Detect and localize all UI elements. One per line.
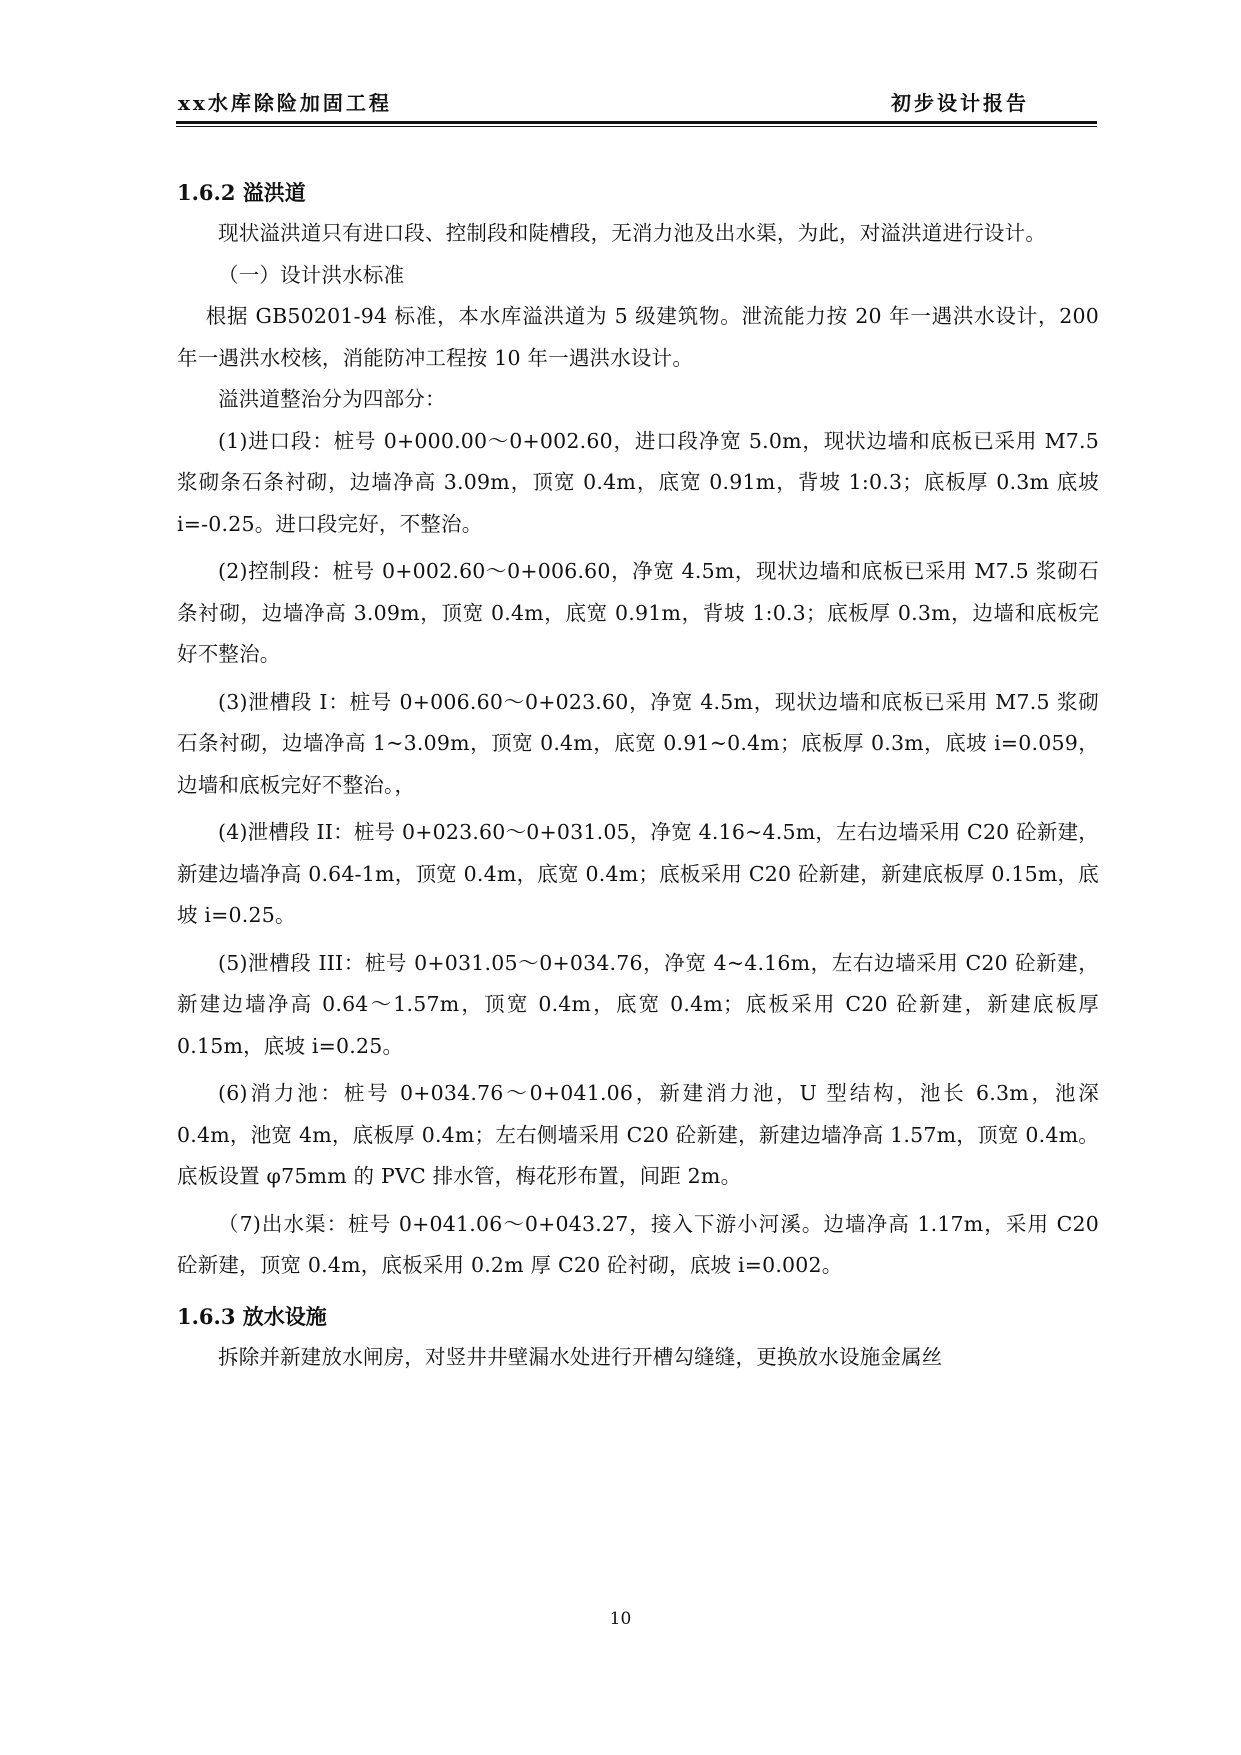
paragraph-outlet-facility: 拆除并新建放水闸房，对竖井井壁漏水处进行开槽勾缝缝，更换放水设施金属丝 xyxy=(218,1344,943,1369)
paragraph-item-3: (3)泄槽段 I：桩号 0+006.60～0+023.60，净宽 4.5m，现状边墙和底板已采用 M7.5 浆砌石条衬砌，边墙净高 1~3.09m，顶宽 0.4m，底宽 0.91~0.4m；底板厚 0.3m，底坡 i=0.059，边墙和底板完好不整治。， xyxy=(177,689,1099,797)
paragraph-item-7: （7)出水渠：桩号 0+041.06～0+043.27，接入下游小河溪。边墙净高 1.17m，采用 C20 砼新建，顶宽 0.4m，底板采用 0.2m 厚 C20 砼衬砌，底坡 i=0.002。 xyxy=(177,1211,1099,1277)
paragraph-item-1: (1)进口段：桩号 0+000.00～0+002.60，进口段净宽 5.0m，现状边墙和底板已采用 M7.5 浆砌条石条衬砌，边墙净高 3.09m，顶宽 0.4m，底宽 0.91m，背坡 1:0.3；底板厚 0.3m 底坡 i=-0.25。进口段完好，不整治。 xyxy=(177,428,1099,536)
section-heading-1-6-2: 1.6.2 溢洪道 xyxy=(177,180,306,205)
header-project-title: xx水库除险加固工程 xyxy=(178,91,392,115)
header-rule-thin xyxy=(176,126,1097,127)
paragraph-item-2: (2)控制段：桩号 0+002.60～0+006.60，净宽 4.5m，现状边墙和底板已采用 M7.5 浆砌石条衬砌，边墙净高 3.09m，顶宽 0.4m，底宽 0.91m，背坡 1:0.3；底板厚 0.3m，边墙和底板完好不整治。 xyxy=(177,559,1099,666)
paragraph-item-5: (5)泄槽段 III：桩号 0+031.05～0+034.76，净宽 4~4.16m，左右边墙采用 C20 砼新建，新建边墙净高 0.64～1.57m，顶宽 0.4m，底宽 0.4m；底板采用 C20 砼新建，新建底板厚 0.15m，底坡 i=0.25。 xyxy=(177,950,1099,1058)
paragraph-standard: 根据 GB50201-94 标准，本水库溢洪道为 5 级建筑物。泄流能力按 20 年一遇洪水设计，200 年一遇洪水校核，消能防冲工程按 10 年一遇洪水设计。 xyxy=(177,304,1099,370)
paragraph-subheading-flood-standard: （一）设计洪水标准 xyxy=(218,262,405,287)
document-body xyxy=(177,173,1099,1378)
header-rule-thick xyxy=(176,121,1097,124)
section-heading-1-6-3: 1.6.3 放水设施 xyxy=(177,1303,327,1329)
paragraph-item-4: (4)泄槽段 II：桩号 0+023.60～0+031.05，净宽 4.16~4.5m，左右边墙采用 C20 砼新建，新建边墙净高 0.64-1m，顶宽 0.4m，底宽 0.4m；底板采用 C20 砼新建，新建底板厚 0.15m，底坡 i=0.25。 xyxy=(177,820,1099,927)
paragraph-parts: 溢洪道整治分为四部分： xyxy=(218,387,446,411)
paragraph-intro: 现状溢洪道只有进口段、控制段和陡槽段，无消力池及出水渠，为此，对溢洪道进行设计。 xyxy=(218,221,1046,245)
header-report-title: 初步设计报告 xyxy=(891,91,1029,115)
page-number: 10 xyxy=(609,1609,632,1629)
paragraph-item-6: (6)消力池：桩号 0+034.76～0+041.06，新建消力池，U 型结构，池长 6.3m，池深 0.4m，池宽 4m，底板厚 0.4m；左右侧墙采用 C20 砼新建，新建边墙净高 1.57m，顶宽 0.4m。底板设置 φ75mm 的 PVC 排水管，梅花形布置，间距 2m。 xyxy=(177,1081,1099,1188)
